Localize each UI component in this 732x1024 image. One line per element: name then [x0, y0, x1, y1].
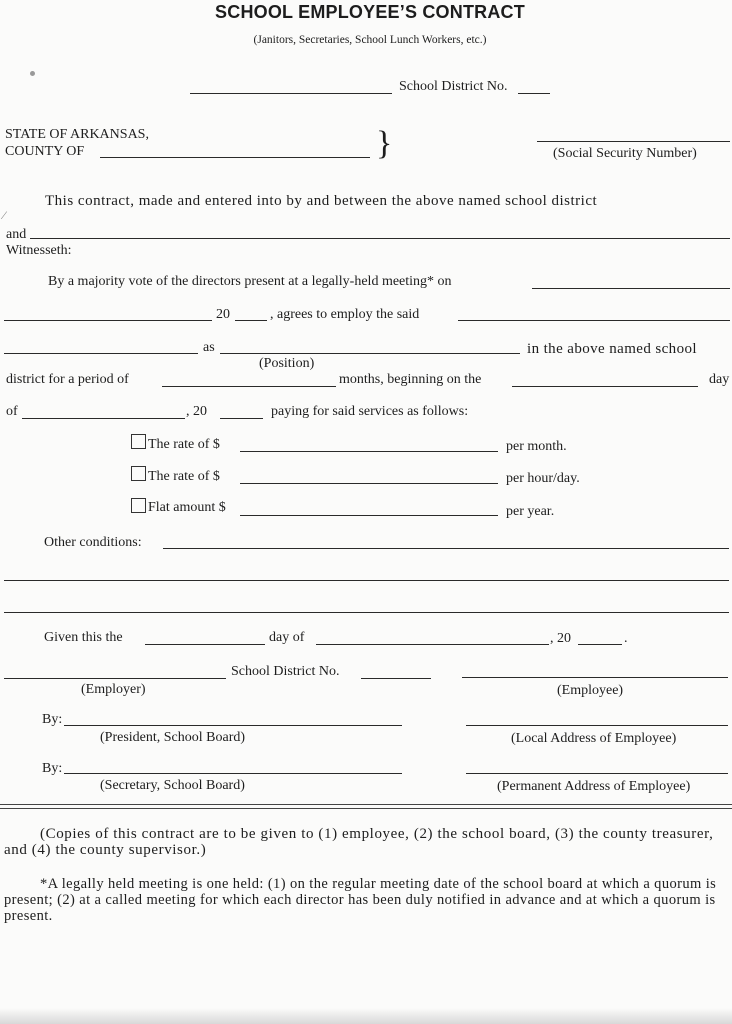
other-conditions-field-2[interactable]: [4, 580, 729, 581]
signature-district-label: School District No.: [231, 664, 340, 679]
scan-edge-shadow: [0, 1008, 732, 1024]
witnesseth-label: Witnesseth:: [6, 243, 72, 258]
signature-district-number-field[interactable]: [361, 678, 431, 679]
in-above-text: in the above named school: [527, 341, 697, 357]
paying-text: paying for said services as follows:: [271, 404, 469, 419]
payment-option-3-label: Flat amount $: [148, 500, 226, 515]
rate-per-month-checkbox[interactable]: [131, 434, 146, 449]
given-year-prefix: , 20: [550, 631, 571, 646]
other-conditions-field-3[interactable]: [4, 612, 729, 613]
meeting-footnote: *A legally held meeting is one held: (1) on the regular meeting date of the school board at which a quorum is present; (2) at a called meeting for which each director has been duly notified in advance and at which a quorum is present.: [4, 876, 717, 924]
given-day-field[interactable]: [145, 644, 265, 645]
ssn-field[interactable]: [537, 141, 730, 142]
copies-note: (Copies of this contract are to be given to (1) employee, (2) the school board, (3) the county treasurer, and (4) the county supervisor.): [4, 826, 714, 858]
document-subtitle: (Janitors, Secretaries, School Lunch Workers, etc.): [253, 34, 487, 46]
county-label: COUNTY OF: [5, 144, 85, 159]
employee-label: (Employee): [557, 683, 624, 698]
other-conditions-label: Other conditions:: [44, 535, 142, 550]
permanent-address-label: (Permanent Address of Employee): [497, 779, 691, 794]
rate-per-month-field[interactable]: [240, 451, 498, 452]
day-text: day: [709, 372, 730, 387]
and-label: and: [6, 227, 27, 242]
school-name-field[interactable]: [190, 93, 392, 94]
intro-text: This contract, made and entered into by and between the above named school district: [45, 193, 598, 209]
ssn-label: (Social Security Number): [553, 146, 697, 161]
document-title: SCHOOL EMPLOYEE’S CONTRACT: [215, 2, 525, 22]
other-conditions-field-1[interactable]: [163, 548, 729, 549]
district-number-field[interactable]: [518, 93, 550, 94]
payment-option-1-label: The rate of $: [148, 437, 220, 452]
given-year-field[interactable]: [578, 644, 622, 645]
given-month-field[interactable]: [316, 644, 549, 645]
local-address-label: (Local Address of Employee): [511, 731, 677, 746]
agrees-text: , agrees to employ the said: [270, 307, 420, 322]
vote-text: By a majority vote of the directors present at a legally-held meeting* on: [48, 274, 452, 289]
flat-amount-field[interactable]: [240, 515, 498, 516]
section-divider: [0, 804, 732, 809]
secretary-label: (Secretary, School Board): [100, 778, 245, 793]
meeting-date-continued-field[interactable]: [4, 320, 212, 321]
start-day-field[interactable]: [512, 386, 698, 387]
payment-option-2-suffix: per hour/day.: [506, 471, 580, 486]
employee-name-3-field[interactable]: [4, 353, 198, 354]
county-field[interactable]: [100, 157, 370, 158]
permanent-address-field[interactable]: [466, 773, 728, 774]
local-address-field[interactable]: [466, 725, 728, 726]
payment-option-3-suffix: per year.: [506, 504, 555, 519]
payment-option-1-suffix: per month.: [506, 439, 567, 454]
months-field[interactable]: [162, 386, 336, 387]
position-field[interactable]: [220, 353, 520, 354]
flat-amount-checkbox[interactable]: [131, 498, 146, 513]
president-label: (President, School Board): [100, 730, 246, 745]
comma-year-prefix: , 20: [186, 404, 207, 419]
employer-signature-field[interactable]: [4, 678, 226, 679]
meeting-year-field[interactable]: [235, 320, 267, 321]
of-label: of: [6, 404, 18, 419]
position-label: (Position): [259, 356, 315, 371]
by-label-president: By:: [42, 712, 63, 727]
employee-name-field[interactable]: [30, 238, 730, 239]
by-label-secretary: By:: [42, 761, 63, 776]
rate-per-hour-checkbox[interactable]: [131, 466, 146, 481]
start-month-field[interactable]: [22, 418, 185, 419]
period-text: district for a period of: [6, 372, 129, 387]
payment-option-2-label: The rate of $: [148, 469, 220, 484]
employee-signature-field[interactable]: [462, 677, 728, 678]
state-label: STATE OF ARKANSAS,: [5, 127, 149, 142]
employer-label: (Employer): [81, 682, 146, 697]
employee-name-2-field[interactable]: [458, 320, 730, 321]
rate-per-hour-field[interactable]: [240, 483, 498, 484]
given-text: Given this the: [44, 630, 123, 645]
as-label: as: [203, 340, 215, 355]
start-year-field[interactable]: [220, 418, 263, 419]
secretary-signature-field[interactable]: [64, 773, 402, 774]
months-text: months, beginning on the: [339, 372, 482, 387]
meeting-date-field[interactable]: [532, 288, 730, 289]
brace-symbol: }: [376, 125, 393, 162]
year-prefix: 20: [216, 307, 230, 322]
president-signature-field[interactable]: [64, 725, 402, 726]
given-period: .: [624, 631, 628, 646]
day-of-text: day of: [269, 630, 305, 645]
paper-speck: [30, 71, 35, 76]
school-district-label: School District No.: [399, 79, 508, 94]
margin-mark: ⁄: [3, 208, 6, 222]
